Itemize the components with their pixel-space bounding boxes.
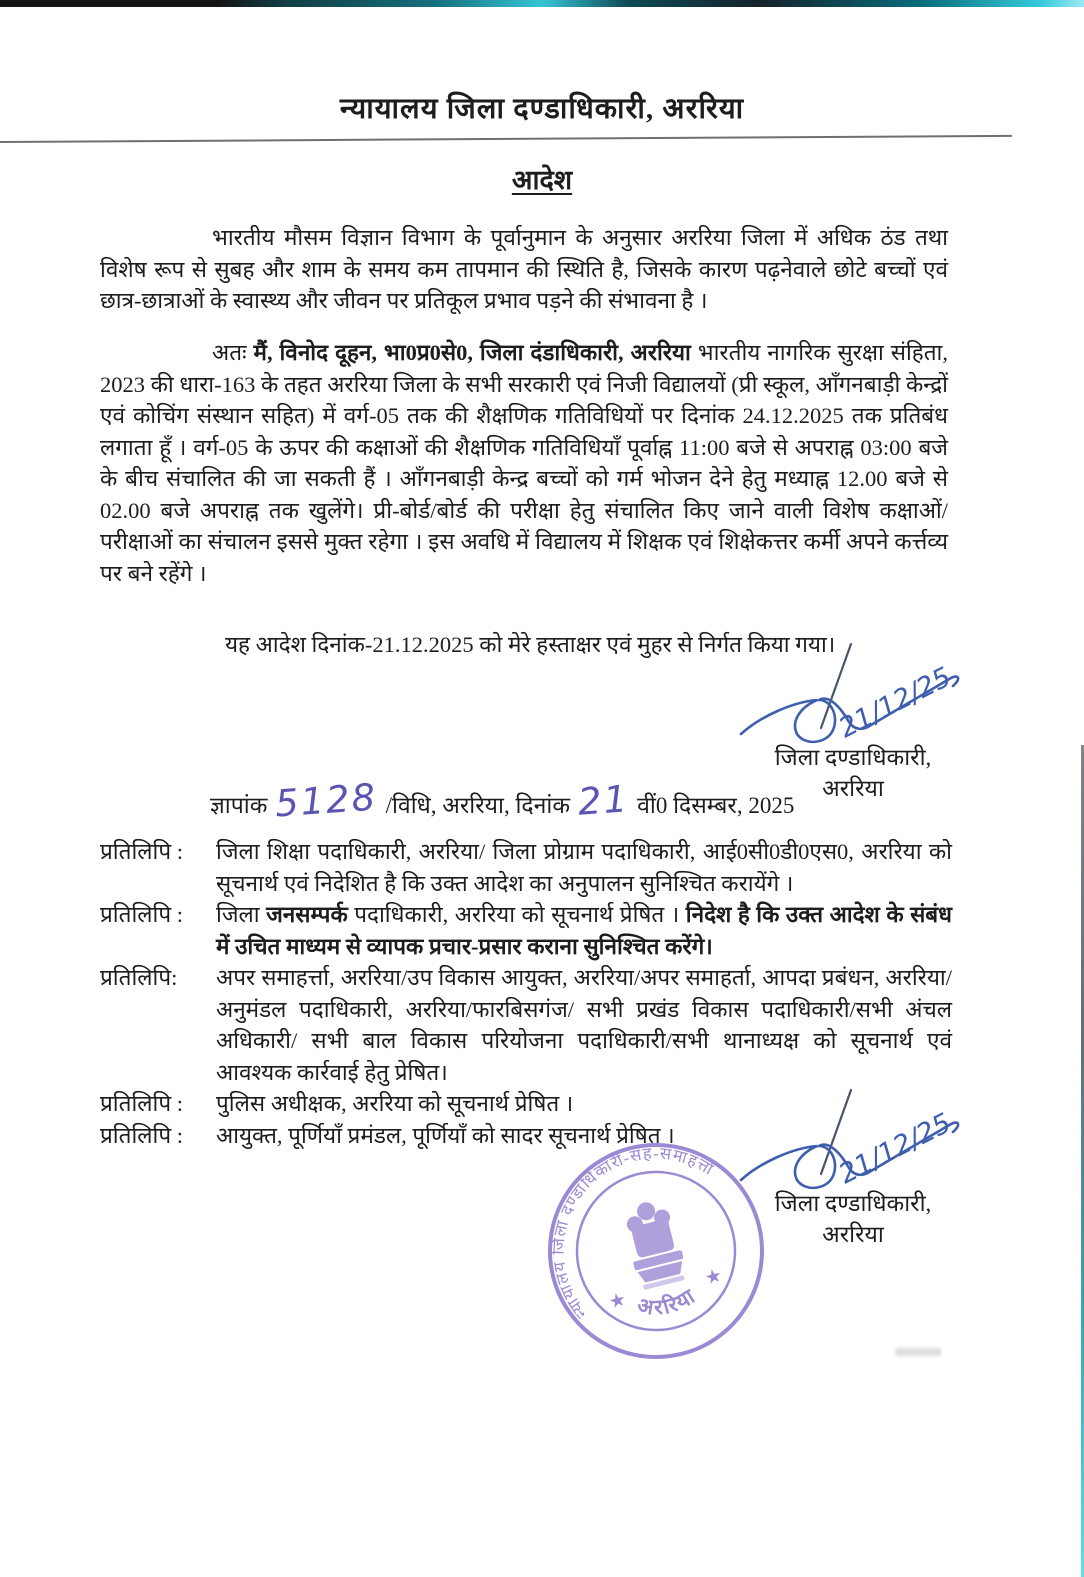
issue-statement: यह आदेश दिनांक-21.12.2025 को मेरे हस्ताक्षर एवं मुहर से निर्गत किया गया। bbox=[225, 632, 836, 657]
memo-day-handwritten: 21 bbox=[576, 777, 631, 824]
memo-tail: वीं0 दिसम्बर, 2025 bbox=[637, 793, 795, 818]
order-lead: अतः bbox=[212, 340, 254, 365]
signature-icon bbox=[733, 642, 973, 750]
stamp-star-right: ★ bbox=[702, 1265, 725, 1290]
copy-text-part-bold: जनसम्पर्क bbox=[266, 902, 348, 927]
memo-number-handwritten: 5128 bbox=[273, 775, 379, 826]
signature-block-bottom bbox=[728, 1088, 978, 1250]
copy-text: आयुक्त, पूर्णियाँ प्रमंडल, पूर्णियाँ को सादर सूचनार्थ प्रेषित । bbox=[216, 1122, 675, 1148]
stamp-bottom-text: अररिया bbox=[635, 1283, 701, 1320]
order-heading: आदेश bbox=[511, 165, 573, 195]
copy-label: प्रतिलिपि : bbox=[100, 1091, 184, 1116]
paragraph-weather: भारतीय मौसम विज्ञान विभाग के पूर्वानुमान के अनुसार अररिया जिला में अधिक ठंड तथा विशेष रूप से सुबह और शाम के समय कम तापमान की स्थिति है, जिसके कारण पढ़नेवाले छोटे बच्चों एवं छात्र-छात्राओं के स्वास्थ्य और जीवन पर प्रतिकूल प्रभाव पड़ने की संभावना है । bbox=[100, 225, 948, 313]
signatory-place: अररिया bbox=[822, 776, 884, 801]
order-body: भारतीय नागरिक सुरक्षा संहिता, 2023 की धारा-163 के तहत अररिया जिला के सभी सरकारी एवं निजी विद्यालयों (प्री स्कूल, आँगनबाड़ी केन्द्रों एवं कोचिंग संस्थान सहित) में वर्ग-05 तक की शैक्षणिक गतिविधियों पर दिनांक 24.12.2025 तक प्रतिबंध लगाता हूँ । वर्ग-05 के ऊपर की कक्षाओं की शैक्षणिक गतिविधियाँ पूर्वाह्न 11:00 बजे से अपराह्न 03:00 बजे के बीच संचालित की जा सकती हैं । आँगनबाड़ी केन्द्र बच्चों को गर्म भोजन देने हेतु मध्याह्न 12.00 बजे से 02.00 बजे अपराह्न तक खुलेंगे। प्री-बोर्ड/बोर्ड की परीक्षा हेतु संचालित किए जाने वाली विशेष कक्षाओं/परीक्षाओं का संचालन इससे मुक्त रहेगा । इस अवधि में विद्यालय में शिक्षक एवं शिक्षेकत्तर कर्मी अपने कर्त्तव्य पर बने रहेंगे । bbox=[100, 340, 949, 586]
signatory-place: अररिया bbox=[822, 1222, 884, 1247]
magistrate-name: मैं, विनोद दूहन, भा0प्र0से0, जिला दंडाधिकारी, अररिया bbox=[253, 340, 691, 365]
copy-text-part: जिला bbox=[216, 902, 267, 927]
copy-row-officials bbox=[100, 962, 952, 1088]
handwritten-date: 21/12/25 bbox=[834, 661, 957, 745]
copy-text-part: पदाधिकारी, अररिया को सूचनार्थ प्रेषित । bbox=[347, 902, 686, 927]
paragraph-order bbox=[100, 337, 948, 589]
copy-text: अपर समाहर्त्ता, अररिया/उप विकास आयुक्त, अररिया/अपर समाहर्ता, आपदा प्रबंधन, अररिया/अनुमंडल पदाधिकारी, अररिया/फारबिसगंज/ सभी प्रखंड विकास पदाधिकारी/सभी अंचल अधिकारी/ सभी बाल विकास परियोजना पदाधिकारी/सभी थानाध्यक्ष को सूचनार्थ एवं आवश्यक कार्रवाई हेतु प्रेषित। bbox=[216, 965, 952, 1085]
signatory-designation: जिला दण्डाधिकारी, bbox=[774, 745, 932, 770]
scan-smudge bbox=[895, 1348, 941, 1356]
handwritten-date: 21/12/25 bbox=[834, 1107, 957, 1191]
copy-label: प्रतिलिपि : bbox=[100, 839, 184, 864]
copy-text-part-bold: निदेश है कि उक्त आदेश के संबंध में उचित माध्यम से व्यापक प्रचार-प्रसार कराना सुनिश्चित करेंगे। bbox=[216, 902, 952, 959]
copy-text bbox=[216, 899, 952, 962]
header-divider bbox=[0, 135, 1012, 143]
stamp-ring-text: न्यायालय जिला दण्डाधिकारी-सह-समाहर्त्ता bbox=[548, 1143, 718, 1323]
copy-label: प्रतिलिपि : bbox=[100, 1122, 184, 1148]
memo-line bbox=[210, 775, 970, 826]
signature-block-top bbox=[728, 642, 978, 804]
copy-label: प्रतिलिपि: bbox=[100, 965, 178, 990]
copy-label: प्रतिलिपि : bbox=[100, 902, 184, 927]
signatory-designation: जिला दण्डाधिकारी, bbox=[774, 1191, 932, 1216]
stamp-star-left: ★ bbox=[606, 1289, 629, 1314]
scan-edge-top bbox=[0, 0, 1084, 7]
memo-middle: /विधि, अररिया, दिनांक bbox=[385, 793, 570, 818]
svg-text:अररिया bbox=[630, 1279, 701, 1325]
memo-label: ज्ञापांक bbox=[210, 793, 268, 818]
copy-text: जिला शिक्षा पदाधिकारी, अररिया/ जिला प्रोग्राम पदाधिकारी, आई0सी0डी0एस0, अररिया को सूचनार्थ एवं निदेशित है कि उक्त आदेश का अनुपालन सुनिश्चित करायेंगे । bbox=[216, 839, 952, 896]
court-title: न्यायालय जिला दण्डाधिकारी, अररिया bbox=[339, 93, 745, 125]
signature-icon bbox=[733, 1088, 973, 1196]
copy-text: पुलिस अधीक्षक, अररिया को सूचनार्थ प्रेषित । bbox=[216, 1091, 574, 1116]
ashoka-emblem-icon bbox=[620, 1196, 689, 1291]
copy-row-public-relations bbox=[100, 899, 952, 962]
copy-row-education bbox=[100, 836, 952, 899]
